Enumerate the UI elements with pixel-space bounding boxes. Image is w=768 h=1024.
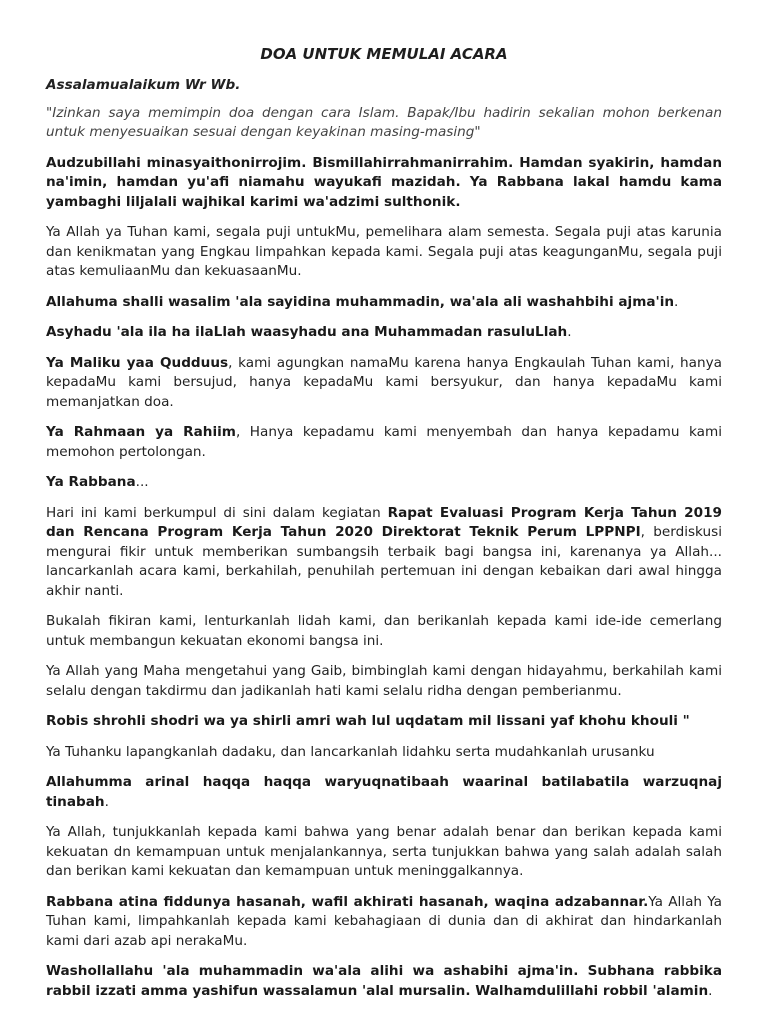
- rahmaan-text: , Hanya kepadamu kami menyembah dan hanya kepadamu kami memohon pertolongan.: [46, 424, 723, 460]
- intro-note: "Izinkan saya memimpin doa dengan cara Islam. Bapak/Ibu hadirin sekalian mohon berkenan untuk menyesuaikan sesuai dengan keyakinan masing-masing": [46, 104, 722, 140]
- greeting: Assalamualaikum Wr Wb.: [46, 77, 241, 93]
- paragraph-robis-translation: Ya Tuhanku lapangkanlah dadaku, dan lancarkanlah lidahku serta mudahkanlah urusanku: [46, 743, 655, 760]
- opening-prayer-text: Audzubillahi minasyaithonirrojim. Bismillahirrahmanirrahim. Hamdan syakirin, hamdan na'imin, hamdan yu'afi niamahu wayukafi mazidah. Ya Rabbana lakal hamdu kama yambaghi liljalali wajhikal karimi wa'adzimi sulthonik.: [46, 154, 722, 210]
- closing-period: .: [708, 982, 713, 999]
- paragraph-syahadat: [46, 323, 722, 343]
- paragraph-atina: [46, 893, 722, 952]
- event-text-end: , berdiskusi mengurai fikir untuk memberikan sumbangsih terbaik bagi bangsa ini, karenanya ya Allah... lancarkanlah acara kami, berkahilah, penuhilah pertemuan ini dengan kebaikan dari awal hingga akhir nanti.: [46, 524, 722, 599]
- event-text-start: Hari ini kami berkumpul di sini dalam kegiatan: [46, 504, 388, 521]
- paragraph-robis: [46, 712, 722, 732]
- paragraph-open-minds: Bukalah fikiran kami, lenturkanlah lidah kami, dan berikanlah kepada kami ide-ide cemerlang untuk membangun kekuatan ekonomi bangsa ini.: [46, 613, 722, 649]
- atina-text: Rabbana atina fiddunya hasanah, wafil akhirati hasanah, waqina adzabannar.: [46, 893, 649, 910]
- paragraph-closing: [46, 962, 722, 1001]
- syahadat-period: .: [567, 324, 572, 340]
- shalawat-text: Allahuma shalli wasalim 'ala sayidina muhammadin, wa'ala ali washahbihi ajma'in: [46, 293, 675, 310]
- paragraph-guidance: Ya Allah yang Maha mengetahui yang Gaib, bimbinglah kami dengan hidayahmu, berkahilah kami selalu dengan takdirmu dan jadikanlah hati kami selalu ridha dengan pemberianmu.: [46, 663, 722, 699]
- closing-text: Washollallahu 'ala muhammadin wa'ala alihi wa ashabihi ajma'in. Subhana rabbika rabbil izzati amma yashifun wassalamun 'alal mursalin. Walhamdulillahi robbil 'alamin: [46, 963, 722, 999]
- maliku-text: , kami agungkan namaMu karena hanya Engkaulah Tuhan kami, hanya kepadaMu kami bersujud, hanya kepadaMu kami bersyukur, dan hanya kepadaMu kami memanjatkan doa.: [46, 354, 722, 410]
- paragraph-opening-prayer: [46, 154, 722, 213]
- robis-text: Robis shrohli shodri wa ya shirli amri wah lul uqdatam mil lissani yaf khohu khouli ": [46, 713, 690, 729]
- paragraph-event: [46, 504, 722, 602]
- atina-translation: Ya Allah Ya Tuhan kami, limpahkanlah kepada kami kebahagiaan di dunia dan di akhirat dan hindarkanlah kami dari azab api nerakaMu.: [46, 893, 722, 949]
- paragraph-rabbana: [46, 473, 722, 493]
- paragraph-maliku: [46, 354, 722, 413]
- paragraph-arinal-translation: Ya Allah, tunjukkanlah kepada kami bahwa yang benar adalah benar dan berikan kepada kami kekuatan dn kemampuan untuk menjalankannya, serta tunjukkan bahwa yang salah adalah salah dan berikan kami kekuatan dan kemampuan untuk meninggalkannya.: [46, 824, 722, 879]
- syahadat-text: Asyhadu 'ala ila ha ilaLlah waasyhadu ana Muhammadan rasuluLlah: [46, 324, 568, 340]
- paragraph-praise: Ya Allah ya Tuhan kami, segala puji untukMu, pemelihara alam semesta. Segala puji atas karunia dan kenikmatan yang Engkau limpahkan kepada kami. Segala puji atas keagunganMu, segala puji atas kemuliaanMu dan kekuasaanMu.: [46, 224, 722, 279]
- arinal-haqqa-text: Allahumma arinal haqqa haqqa waryuqnatibaah waarinal batilabatila warzuqnaj tinabah: [46, 774, 722, 810]
- paragraph-shalawat: [46, 293, 722, 313]
- shalawat-period: .: [674, 293, 679, 310]
- event-name: Rapat Evaluasi Program Kerja Tahun 2019 dan Rencana Program Kerja Tahun 2020 Direktorat Teknik Perum LPPNPI: [46, 504, 722, 540]
- document-title: DOA UNTUK MEMULAI ACARA: [260, 45, 508, 63]
- rabbana-ellipsis: ...: [135, 474, 149, 490]
- document-page: [46, 40, 722, 1012]
- rabbana-heading: Ya Rabbana: [46, 474, 136, 490]
- arinal-haqqa-period: .: [104, 793, 109, 810]
- maliku-heading: Ya Maliku yaa Qudduus: [46, 354, 229, 371]
- paragraph-rahmaan: [46, 423, 722, 462]
- paragraph-arinal-haqqa: [46, 773, 722, 812]
- rahmaan-heading: Ya Rahmaan ya Rahiim: [46, 424, 236, 440]
